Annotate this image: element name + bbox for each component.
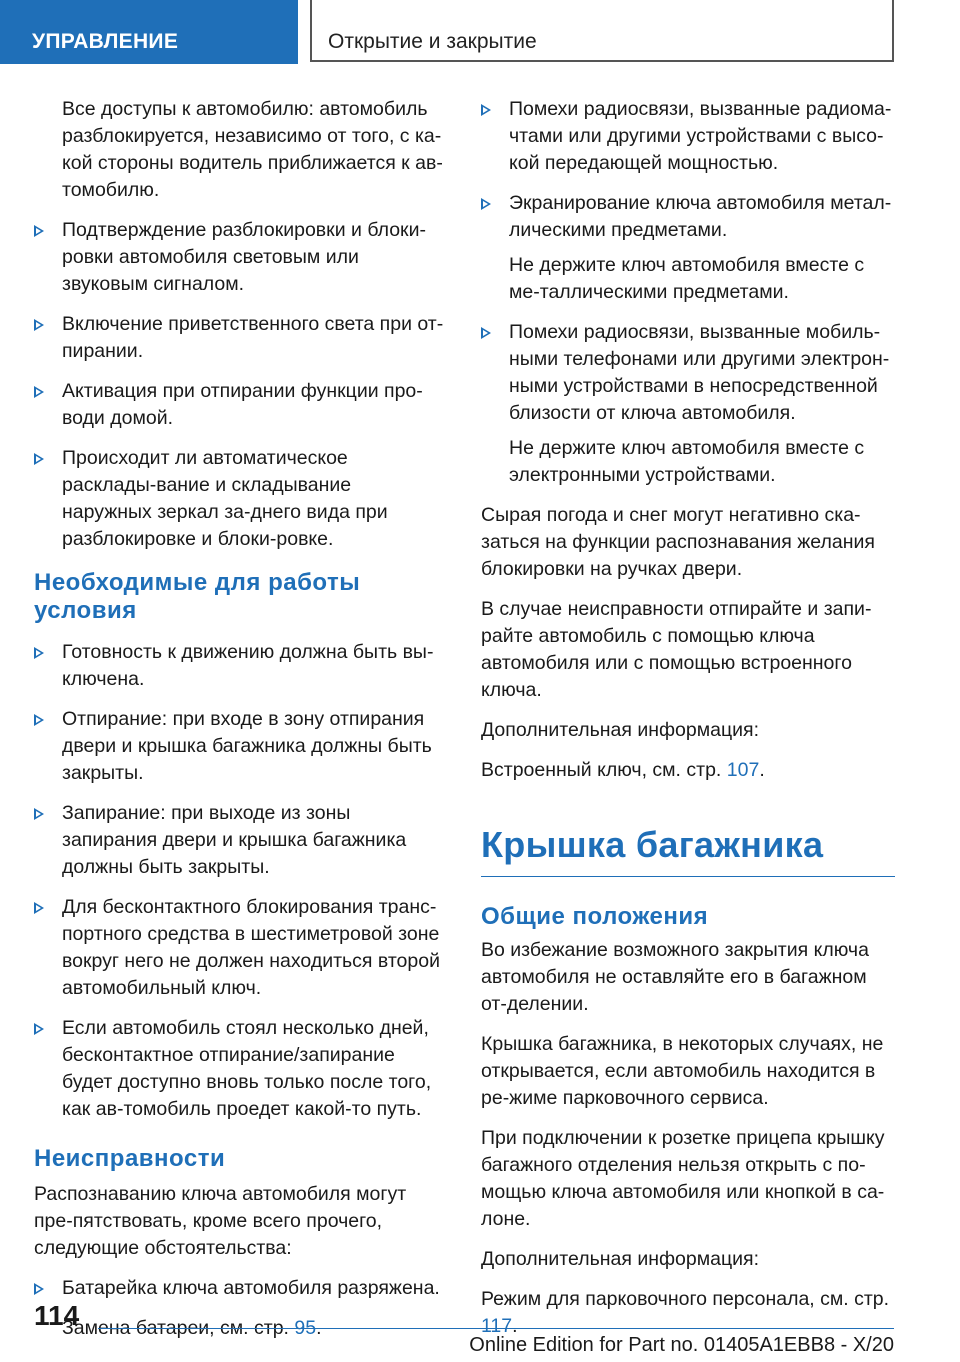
page-number: 114	[34, 1300, 80, 1331]
edition-footer: Online Edition for Part no. 01405A1EBB8 - X/20	[469, 1334, 894, 1356]
list-item: Помехи радиосвязи, вызванные радиома-чтами или другими устройствами с высо-кой передающей мощностью.	[481, 96, 895, 177]
phone-note: Не держите ключ автомобиля вместе с электронными устройствами.	[509, 437, 865, 486]
list-item: Подтверждение разблокировки и блоки-ровки автомобиля световым или звуковым сигналом.	[34, 217, 446, 298]
right-column	[481, 96, 895, 1353]
bullet-triangle-icon	[34, 647, 44, 659]
list-item: Помехи радиосвязи, вызванные мобиль-ными телефонами или другими электрон-ными устройствами в непосредственной близости от ключа автомобиля.	[481, 319, 895, 427]
more-info-label: Дополнительная информация:	[481, 719, 760, 741]
section-title: УПРАВЛЕНИЕ	[32, 30, 179, 53]
list-item: Для бесконтактного блокирования транс-портного средства в шестиметровой зоне вокруг него не должен находиться второй автомобильный ключ.	[34, 894, 446, 1002]
list-item: Экранирование ключа автомобиля метал-лическими предметами.	[481, 190, 895, 244]
heading-general: Общие положения	[481, 903, 709, 930]
list-item: Отпирание: при входе в зону отпирания двери и крышка багажника должны быть закрыты.	[34, 706, 446, 787]
left-column	[34, 96, 446, 1355]
bullet-triangle-icon	[34, 386, 44, 398]
section-tab	[0, 0, 298, 64]
battery-reference: Замена батареи, см. стр. 95.	[62, 1317, 322, 1339]
page-link-117[interactable]: 117	[481, 1315, 513, 1337]
chapter-title: Открытие и закрытие	[328, 30, 537, 53]
shield-note: Не держите ключ автомобиля вместе с ме-таллическими предметами.	[509, 254, 865, 303]
weather-paragraph: Сырая погода и снег могут негативно ска-заться на функции распознавания желания блокировки на ручках двери.	[481, 504, 875, 580]
faults-intro: Распознаванию ключа автомобиля могут пре-пятствовать, кроме всего прочего, следующие обстоятельства:	[34, 1183, 407, 1259]
list-item: Готовность к движению должна быть вы-ключена.	[34, 639, 446, 693]
heading-conditions: Необходимые для работы условия	[34, 569, 361, 624]
bullet-triangle-icon	[34, 319, 44, 331]
bullet-triangle-icon	[34, 1283, 44, 1295]
bullet-triangle-icon	[34, 714, 44, 726]
page-link-95[interactable]: 95	[294, 1317, 317, 1339]
bullet-triangle-icon	[34, 1023, 44, 1035]
bullet-triangle-icon	[481, 198, 491, 210]
bullet-triangle-icon	[481, 104, 491, 116]
heading-faults: Неисправности	[34, 1145, 226, 1172]
list-item: Запирание: при выходе из зоны запирания двери и крышка багажника должны быть закрыты.	[34, 800, 446, 881]
footer-divider	[98, 1328, 894, 1329]
list-item: Активация при отпирании функции про-води домой.	[34, 378, 446, 432]
heading-trunk: Крышка багажника	[481, 824, 895, 877]
intro-paragraph: Все доступы к автомобилю: автомобиль разблокируется, независимо от того, с ка-кой стороны водитель приближается к ав-томобилю.	[62, 98, 443, 201]
bullet-triangle-icon	[34, 225, 44, 237]
fault-action-paragraph: В случае неисправности отпирайте и запи-райте автомобиль с помощью ключа автомобиля или с помощью встроенного ключа.	[481, 598, 872, 701]
trailer-paragraph: При подключении к розетке прицепа крышку багажного отделения нельзя открыть с по-мощью ключа автомобиля или кнопкой в са-лоне.	[481, 1127, 885, 1230]
key-reference: Встроенный ключ, см. стр. 107.	[481, 759, 765, 781]
valet-reference: Режим для парковочного персонала, см. стр. 117.	[481, 1288, 890, 1337]
page-link-107[interactable]: 107	[726, 759, 760, 781]
service-paragraph: Крышка багажника, в некоторых случаях, не открывается, если автомобиль находится в ре-жиме парковочного сервиса.	[481, 1033, 884, 1109]
bullet-triangle-icon	[34, 453, 44, 465]
bullet-triangle-icon	[34, 808, 44, 820]
chapter-tab	[310, 0, 894, 62]
list-item: Батарейка ключа автомобиля разряжена.	[34, 1275, 446, 1302]
bullet-triangle-icon	[34, 902, 44, 914]
more-info-label-2: Дополнительная информация:	[481, 1248, 760, 1270]
bullet-triangle-icon	[481, 327, 491, 339]
list-item: Происходит ли автоматическое расклады-вание и складывание наружных зеркал за-днего вида при разблокировке и блоки-ровке.	[34, 445, 446, 553]
avoid-paragraph: Во избежание возможного закрытия ключа автомобиля не оставляйте его в багажном от-делении.	[481, 939, 869, 1015]
list-item: Если автомобиль стоял несколько дней, бесконтактное отпирание/запирание будет доступно вновь только после того, как ав-томобиль проедет какой-то путь.	[34, 1015, 446, 1123]
list-item: Включение приветственного света при от-пирании.	[34, 311, 446, 365]
